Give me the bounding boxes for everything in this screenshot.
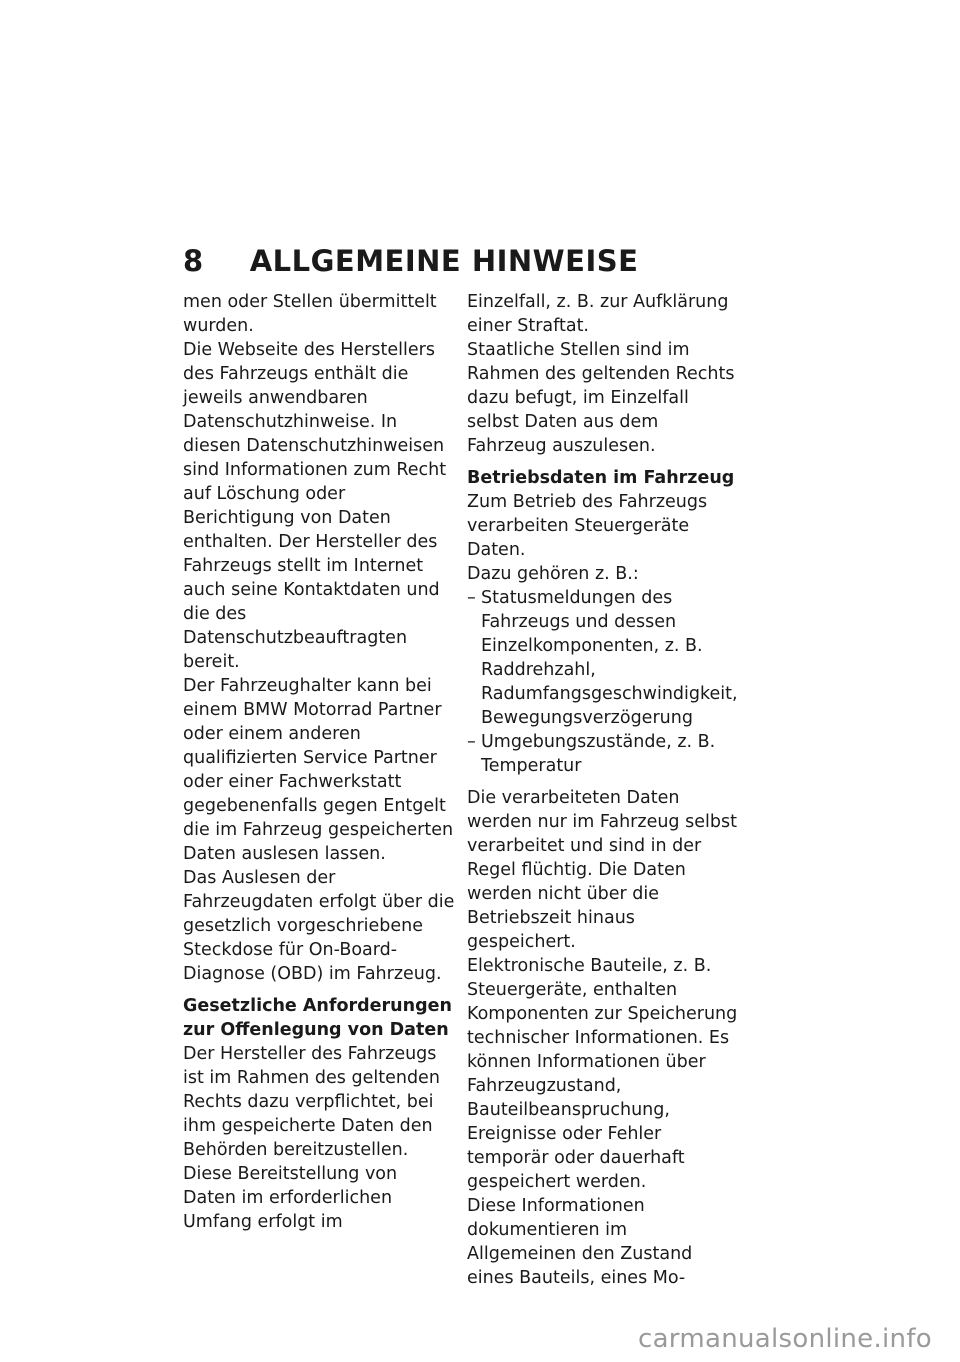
paragraph: men oder Stellen übermittelt wurden.: [183, 292, 437, 336]
paragraph: Zum Betrieb des Fahrzeugs verarbeiten Steuergeräte Daten.: [467, 492, 708, 560]
paragraph: Dazu gehören z. B.:: [467, 564, 639, 584]
left-column: [183, 290, 455, 1242]
paragraph: Elektronische Bauteile, z. B. Steuergeräte, enthalten Komponenten zur Speicherung technischer Informationen. Es können Informationen über Fahrzeugzustand, Bauteilbeanspruchung, Ereignisse oder Fehler temporär oder dauerhaft gespeichert werden.: [467, 956, 738, 1192]
chapter-header: [183, 244, 638, 280]
paragraph: Staatliche Stellen sind im Rahmen des geltenden Rechts dazu befugt, im Einzelfall selbst Daten aus dem Fahrzeug auszulesen.: [467, 340, 735, 456]
paragraph: Die verarbeiteten Daten werden nur im Fahrzeug selbst verarbeitet und sind in der Regel flüchtig. Die Daten werden nicht über die Betriebszeit hinaus gespeichert.: [467, 788, 737, 952]
list-item: – Umgebungszustände, z. B. Temperatur: [467, 730, 739, 778]
dash-list: [467, 586, 739, 778]
right-column: [467, 290, 739, 1290]
paragraph: Die Webseite des Herstellers des Fahrzeugs enthält die jeweils anwendbaren Datenschutzhinweise. In diesen Datenschutzhinweisen sind Informationen zum Recht auf Löschung oder Berichtigung von Daten enthalten. Der Hersteller des Fahrzeugs stellt im Internet auch seine Kontaktdaten und die des Datenschutzbeauftragten bereit.: [183, 340, 447, 672]
paragraph: Der Hersteller des Fahrzeugs ist im Rahmen des geltenden Rechts dazu verpflichtet, bei ihm gespeicherte Daten den Behörden bereitzustellen. Diese Bereitstellung von Daten im erforderlichen Umfang erfolgt im: [183, 1044, 440, 1232]
paragraph: Der Fahrzeughalter kann bei einem BMW Motorrad Partner oder einem anderen qualifizierten Service Partner oder einer Fachwerkstatt gegebenenfalls gegen Entgelt die im Fahrzeug gespeicherten Daten auslesen lassen.: [183, 676, 454, 864]
paragraph: Das Auslesen der Fahrzeugdaten erfolgt über die gesetzlich vorgeschriebene Steckdose für On-Board-Diagnose (OBD) im Fahrzeug.: [183, 868, 455, 984]
watermark: carmanualsonline.info: [637, 1324, 932, 1354]
section-heading: Betriebsdaten im Fahrzeug: [467, 468, 735, 488]
list-item: – Statusmeldungen des Fahrzeugs und dessen Einzelkomponenten, z. B. Raddrehzahl, Radumfangsgeschwindigkeit, Bewegungsverzögerung: [467, 586, 739, 730]
paragraph: Diese Informationen dokumentieren im Allgemeinen den Zustand eines Bauteils, eines Mo-: [467, 1196, 693, 1288]
section-heading: Gesetzliche Anforderungen zur Offenlegung von Daten: [183, 996, 452, 1040]
chapter-title: ALLGEMEINE HINWEISE: [249, 244, 639, 278]
paragraph: Einzelfall, z. B. zur Aufklärung einer Straftat.: [467, 292, 729, 336]
chapter-number: 8: [183, 244, 204, 278]
